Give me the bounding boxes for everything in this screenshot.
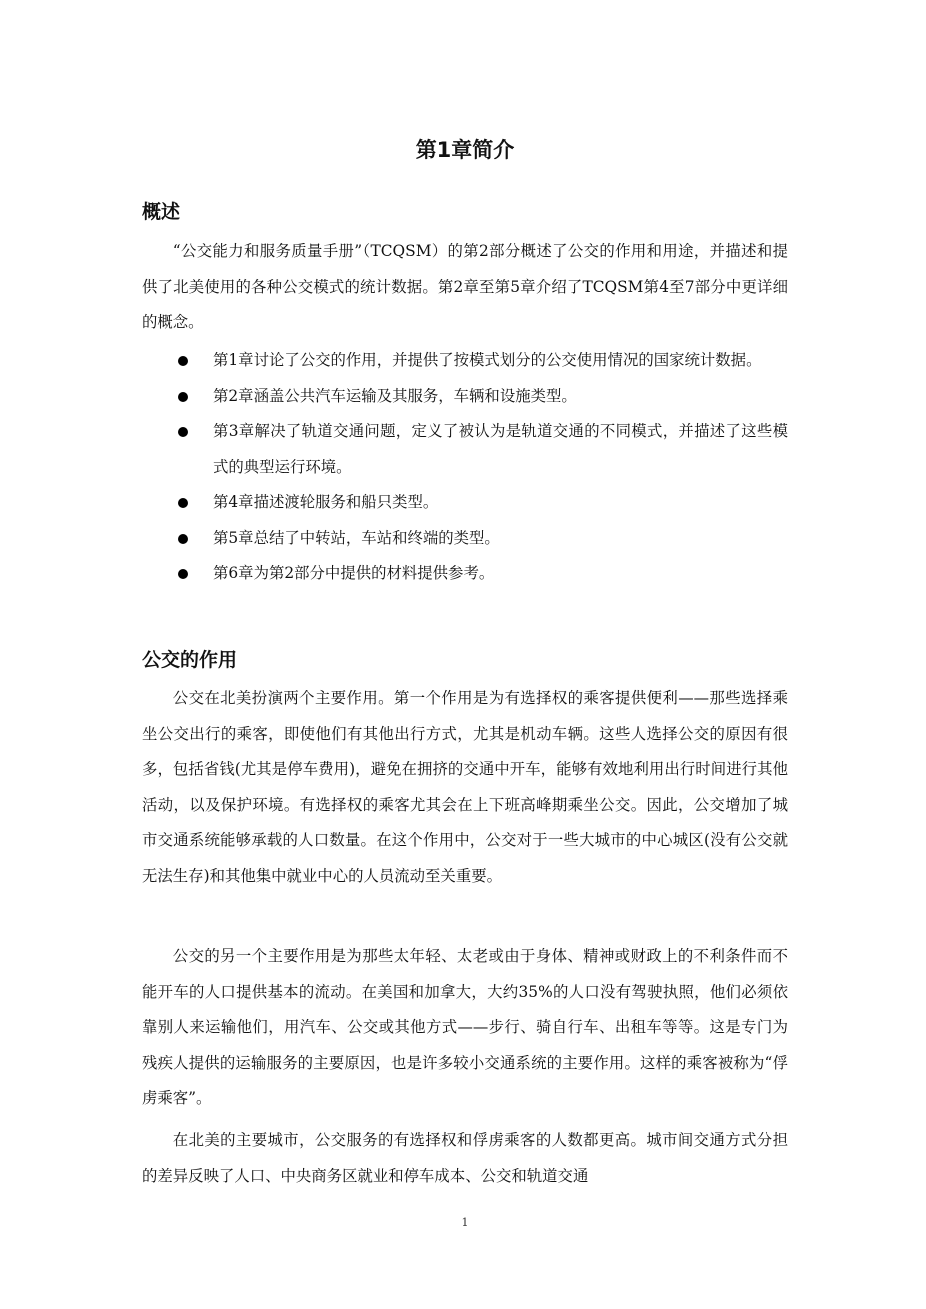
chapter-title: 第1章简介 — [415, 138, 515, 162]
bullet-item — [176, 414, 788, 485]
role-paragraph-1: 公交在北美扮演两个主要作用。第一个作用是为有选择权的乘客提供便利——那些选择乘坐公交出行的乘客，即使他们有其他出行方式，尤其是机动车辆。这些人选择公交的原因有很多，包括省钱(尤其是停车费用)，避免在拥挤的交通中开车，能够有效地利用出行时间进行其他活动，以及保护环境。有选择权的乘客尤其会在上下班高峰期乘坐公交。因此，公交增加了城市交通系统能够承载的人口数量。在这个作用中，公交对于一些大城市的中心城区(没有公交就无法生存)和其他集中就业中心的人员流动至关重要。 — [142, 689, 788, 885]
bullet-item — [176, 485, 788, 521]
bullet-text: 第3章解决了轨道交通问题，定义了被认为是轨道交通的不同模式，并描述了这些模式的典型运行环境。 — [213, 422, 788, 476]
section-heading-role-of-transit: 公交的作用 — [142, 649, 238, 671]
bullet-text: 第5章总结了中转站，车站和终端的类型。 — [213, 528, 500, 547]
bullet-item — [176, 556, 788, 592]
overview-paragraph: “公交能力和服务质量手册”（TCQSM）的第2部分概述了公交的作用和用途，并描述和提供了北美使用的各种公交模式的统计数据。第2章至第5章介绍了TCQSM第4至7部分中更详细的概念。 — [142, 242, 788, 331]
bullet-icon — [178, 356, 188, 366]
section-heading-overview: 概述 — [142, 201, 181, 223]
bullet-icon — [178, 427, 188, 437]
role-paragraph-3: 在北美的主要城市，公交服务的有选择权和俘虏乘客的人数都更高。城市间交通方式分担的差异反映了人口、中央商务区就业和停车成本、公交和轨道交通 — [142, 1131, 788, 1185]
role-paragraph-2: 公交的另一个主要作用是为那些太年轻、太老或由于身体、精神或财政上的不利条件而不能开车的人口提供基本的流动。在美国和加拿大，大约35%的人口没有驾驶执照，他们必须依靠别人来运输他们，用汽车、公交或其他方式——步行、骑自行车、出租车等等。这是专门为残疾人提供的运输服务的主要原因，也是许多较小交通系统的主要作用。这样的乘客被称为“俘虏乘客”。 — [142, 947, 788, 1107]
page-number: 1 — [461, 1216, 469, 1229]
bullet-icon — [178, 392, 188, 402]
bullet-item — [176, 343, 788, 379]
bullet-icon — [178, 534, 188, 544]
bullet-text: 第2章涵盖公共汽车运输及其服务，车辆和设施类型。 — [213, 386, 577, 405]
bullet-icon — [178, 498, 188, 508]
bullet-item — [176, 521, 788, 557]
bullet-text: 第1章讨论了公交的作用，并提供了按模式划分的公交使用情况的国家统计数据。 — [213, 351, 762, 369]
bullet-text: 第4章描述渡轮服务和船只类型。 — [213, 493, 439, 511]
bullet-text: 第6章为第2部分中提供的材料提供参考。 — [213, 564, 495, 582]
bullet-item — [176, 379, 788, 415]
chapter-bullet-list — [176, 343, 788, 592]
bullet-icon — [178, 569, 188, 579]
